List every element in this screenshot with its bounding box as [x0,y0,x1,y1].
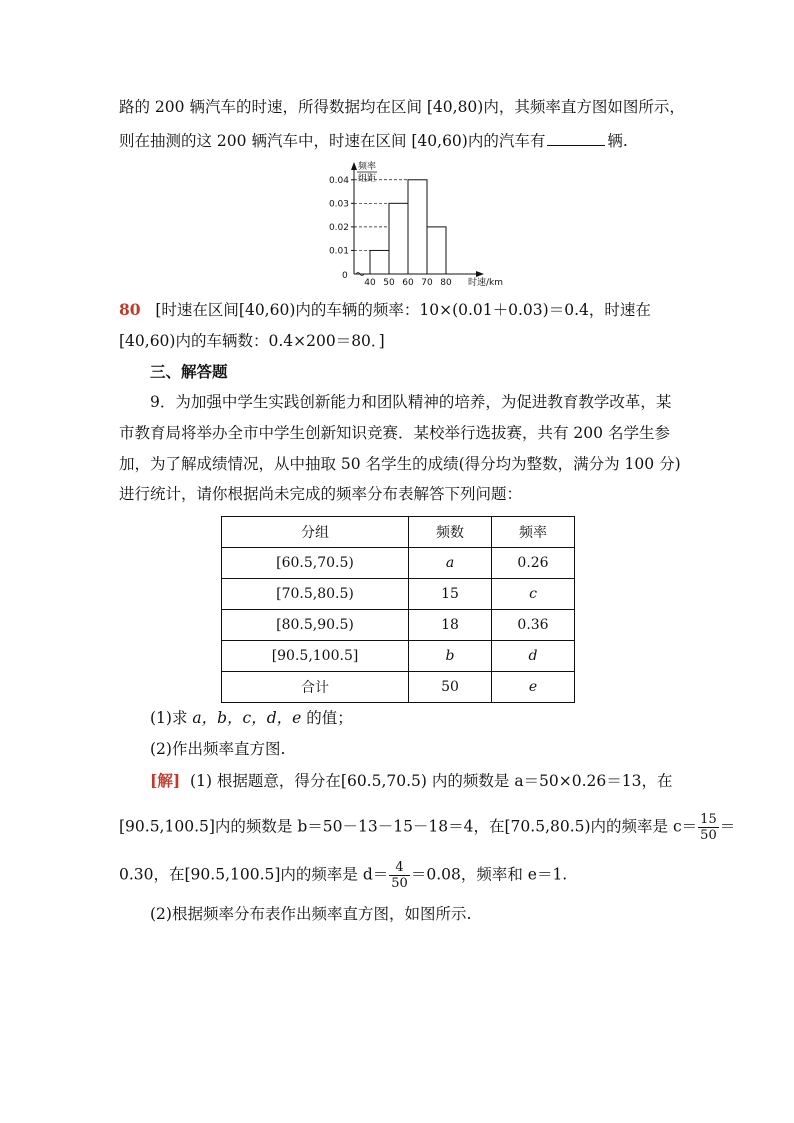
fraction-denominator: 50 [391,876,408,891]
solution-line4: (2)根据频率分布表作出频率直方图，如图所示. [150,905,472,923]
solution-line2 [119,812,735,843]
problem8-line2 [119,131,628,151]
histogram-bar [408,180,427,274]
y-axis-label-bottom: 组距 [358,174,377,184]
y-tick-label: 0.03 [328,199,349,210]
solution-line1-text: (1) 根据题意，得分在[60.5,70.5) 内的频数是 a＝50×0.26＝13，在 [190,772,673,790]
table-cell: [90.5,100.5] [222,641,409,672]
solution-line3 [119,860,567,891]
solution-line2-equals: ＝ [719,817,736,836]
table-row [222,641,575,672]
table-cell: 15 [409,579,492,610]
question-1-suffix: 的值； [301,709,353,727]
table-cell: 合计 [222,672,409,703]
solution-line2-text: [90.5,100.5]内的频数是 b＝50－13－15－18＝4，在[70.5,80.5)内的频率是 c＝ [119,817,698,836]
section-title: 三、解答题 [150,362,228,381]
problem8-line2-text: 则在抽测的这 200 辆汽车中，时速在区间 [40,60)内的汽车有 [119,132,546,150]
table-cell [409,641,492,672]
problem9-line4: 进行统计，请你根据尚未完成的频率分布表解答下列问题： [119,485,523,503]
solution-line3-text-a: 0.30，在[90.5,100.5]内的频率是 d＝ [119,865,389,884]
x-axis-label: 时速/km [468,278,504,288]
frequency-histogram [320,156,520,288]
table-cell [492,672,575,703]
solution-line3-text-b: ＝0.08，频率和 e＝1. [410,865,568,884]
table-var: a [445,555,455,571]
y-tick-label: 0.02 [328,222,349,233]
y-tick-label: 0.01 [328,246,349,257]
answer8-line1 [119,300,651,320]
histogram-bar [427,227,446,274]
solution-line1 [150,771,673,791]
table-row [222,672,575,703]
problem9-line3: 加，为了解成绩情况，从中抽取 50 名学生的成绩(得分均为整数，满分为 100 分) [119,455,681,473]
table-cell [409,548,492,579]
solution-tag: [解] [150,771,181,790]
x-tick-label: 80 [440,278,452,288]
y-axis-arrow [351,162,357,170]
table-cell [492,641,575,672]
origin-label: 0 [342,271,348,281]
frequency-table [221,516,575,703]
answer8-line2: [40,60)内的车辆数：0.4×200＝80．] [119,332,385,350]
histogram-bar [370,250,389,274]
x-tick-label: 70 [421,278,433,288]
answer8-value: 80 [119,300,141,319]
problem9-line1: 9．为加强中学生实践创新能力和团队精神的培养，为促进教育教学改革，某 [150,393,672,411]
table-row [222,548,575,579]
table-cell: [80.5,90.5) [222,610,409,641]
table-cell: 0.26 [492,548,575,579]
table-header: 频数 [409,517,492,548]
x-tick-label: 50 [383,278,395,288]
table-var: b [445,648,455,664]
table-cell: [60.5,70.5) [222,548,409,579]
table-header: 分组 [222,517,409,548]
fraction-numerator: 15 [700,812,717,827]
histogram-bar [389,203,408,274]
question-1 [150,708,353,728]
table-cell: 50 [409,672,492,703]
table-cell: 0.36 [492,610,575,641]
table-cell: 18 [409,610,492,641]
problem8-line2-suffix: 辆. [607,132,628,150]
table-row [222,610,575,641]
table-row [222,579,575,610]
answer8-explanation: [时速在区间[40,60)内的车辆的频率：10×(0.01＋0.03)＝0.4，时速在 [155,301,651,319]
question-2: (2)作出频率直方图. [150,740,286,758]
problem9-line2: 市教育局将举办全市中学生创新知识竞赛．某校举行选拔赛，共有 200 名学生参 [119,424,670,442]
y-axis-label-top: 频率 [358,162,377,172]
table-cell: [70.5,80.5) [222,579,409,610]
table-header-row [222,517,575,548]
x-tick-label: 40 [364,278,376,288]
question-1-vars: a，b，c，d，e [192,709,302,727]
x-tick-label: 60 [402,278,414,288]
y-tick-label: 0.04 [328,175,349,186]
fraction-15-50 [698,812,719,843]
table-var: d [528,648,538,664]
fraction-numerator: 4 [389,860,410,876]
answer-blank [547,131,605,146]
table-var: e [528,679,538,695]
table-var: c [529,586,537,602]
question-1-prefix: (1)求 [150,709,193,727]
fraction-denominator: 50 [700,828,717,843]
problem8-line1: 路的 200 辆汽车的时速，所得数据均在区间 [40,80)内，其频率直方图如图所示， [119,98,685,116]
fraction-4-50 [389,860,410,891]
x-axis-arrow [476,271,484,277]
table-cell [492,579,575,610]
table-header: 频率 [492,517,575,548]
